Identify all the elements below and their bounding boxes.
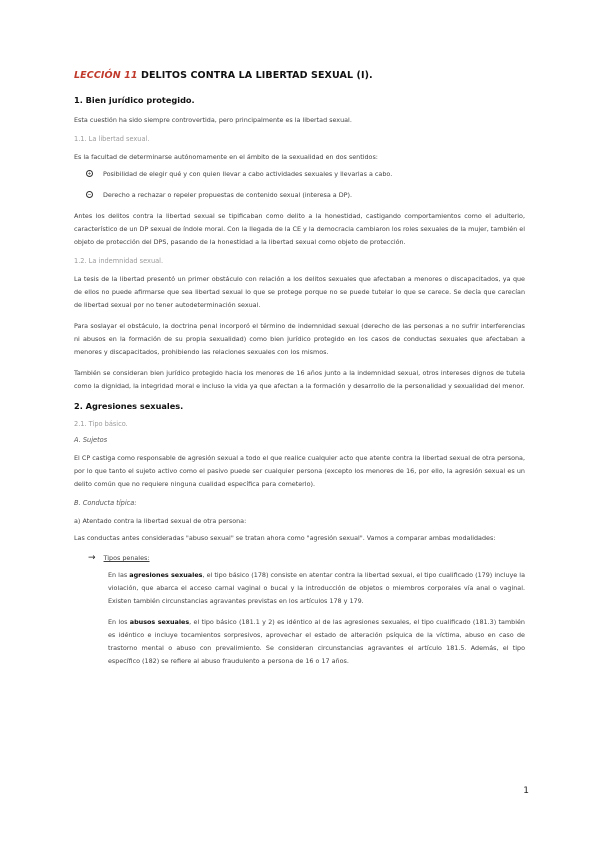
tipos-penales-label: Tipos penales: (103, 554, 150, 562)
subsection-heading-libertad: 1.1. La libertad sexual. (74, 135, 150, 143)
paragraph-libertad: Es la facultad de determinarse autónomamente en el ámbito de la sexualidad en dos sentidos: (74, 153, 378, 161)
list-item (86, 168, 525, 181)
subsection-heading-tipo-basico: 2.1. Tipo básico. (74, 420, 128, 428)
agresiones-keyword: agresiones sexuales (129, 571, 203, 579)
paragraph-indemnidad-2: Para soslayar el obstáculo, la doctrina penal incorporó el término de indemnidad sexual (derecho de las personas a no sufrir interferencias ni abusos en la formación de su propia sexualidad) como bien jurídico protegido en los casos de conductas sexuales que afectaban a menores y discapacitados, prohibiendo las relaciones sexuales con los mismos. (74, 322, 525, 356)
paragraph-agresiones (108, 569, 525, 608)
minus-circle-icon: − (87, 192, 92, 198)
paragraph-comparar: Las conductas antes consideradas "abuso sexual" se tratan ahora como "agresión sexual". Vamos a comparar ambas modalidades: (74, 534, 496, 542)
page-number: 1 (523, 786, 529, 796)
paragraph-indemnidad-1: La tesis de la libertad presentó un primer obstáculo con relación a los delitos sexuales que afectaban a menores o discapacitados, ya que de ellos no puede afirmarse que sea libertad sexual lo que se protege porque no se puede tutelar lo que se carece. Se decía que carecían de libertad sexual por no tener autodeterminación sexual. (74, 275, 525, 309)
paragraph-atentado: a) Atentado contra la libertad sexual de otra persona: (74, 517, 247, 525)
paragraph-sujetos: El CP castiga como responsable de agresión sexual a todo el que realice cualquier acto que atente contra la libertad sexual de otra persona, por lo que tanto el sujeto activo como el pasivo puede ser cualquier persona (excepto los menores de 16, por ello, la agresión sexual es un delito común que no requiere ninguna cualidad específica para cometerlo). (74, 454, 525, 488)
agresiones-pre: En las (108, 571, 130, 579)
list-item (86, 189, 525, 202)
abusos-text: , el tipo básico (181.1 y 2) es idéntico al de las agresiones sexuales, el tipo cualificado (181.3) también es idéntico e incluye tocamientos sorpresivos, aprovechar el estado de alteración psíquica de la víctima, abuso en caso de trastorno mental o abuso con prevalimiento. Se consideran circunstancias agravantes el artículo 181.5. Además, el tipo específico (182) se refiere al abuso fraudulento a persona de 16 o 17 años. (108, 618, 525, 665)
agresiones-text: , el tipo básico (178) consiste en atentar contra la libertad sexual, el tipo cualificado (179) incluye la violación, que abarca el acceso carnal vaginal o bucal y la introducción de objetos o miembros corporales vía anal o vaginal. Existen también circunstancias agravantes previstas en los artículos 178 y 179. (108, 571, 525, 605)
subsection-heading-indemnidad: 1.2. La indemnidad sexual. (74, 257, 164, 265)
arrow-right-icon: → (88, 553, 96, 563)
label-conducta-tipica: B. Conducta típica: (74, 499, 137, 507)
paragraph-history: Antes los delitos contra la libertad sexual se tipificaban como delito a la honestidad, castigando comportamientos como el adulterio, característico de un DP sexual de índole moral. Con la llegada de la CE y la democracia cambiaron los roles sexuales de la mujer, también el objeto de protección del DPS, pasando de la honestidad a la libertad sexual como objeto de protección. (74, 212, 525, 246)
tipos-penales-item (88, 553, 525, 563)
abusos-keyword: abusos sexuales (129, 618, 190, 626)
plus-circle-icon: + (87, 171, 92, 177)
list-item-text: Posibilidad de elegir qué y con quien llevar a cabo actividades sexuales y llevarlas a cabo. (103, 170, 393, 178)
paragraph-intro: Esta cuestión ha sido siempre controvertida, pero principalmente es la libertad sexual. (74, 116, 352, 124)
lesson-title (74, 70, 525, 81)
section-heading-agresiones: 2. Agresiones sexuales. (74, 401, 184, 411)
bullet-list (86, 168, 525, 202)
label-sujetos: A. Sujetos (74, 436, 108, 444)
section-heading-bien-juridico: 1. Bien jurídico protegido. (74, 95, 195, 105)
lesson-number: LECCIÓN 11 (74, 70, 138, 81)
list-item-text: Derecho a rechazar o repeler propuestas de contenido sexual (interesa a DP). (103, 191, 353, 199)
lesson-title-text: DELITOS CONTRA LA LIBERTAD SEXUAL (I). (137, 70, 373, 81)
paragraph-indemnidad-3: También se consideran bien jurídico protegido hacia los menores de 16 años junto a la indemnidad sexual, otros intereses dignos de tutela como la dignidad, la integridad moral e incluso la vida ya que afectan a la formación y desarrollo de la personalidad y sexualidad del menor. (74, 369, 525, 390)
paragraph-abusos (108, 616, 525, 668)
abusos-pre: En los (108, 618, 130, 626)
